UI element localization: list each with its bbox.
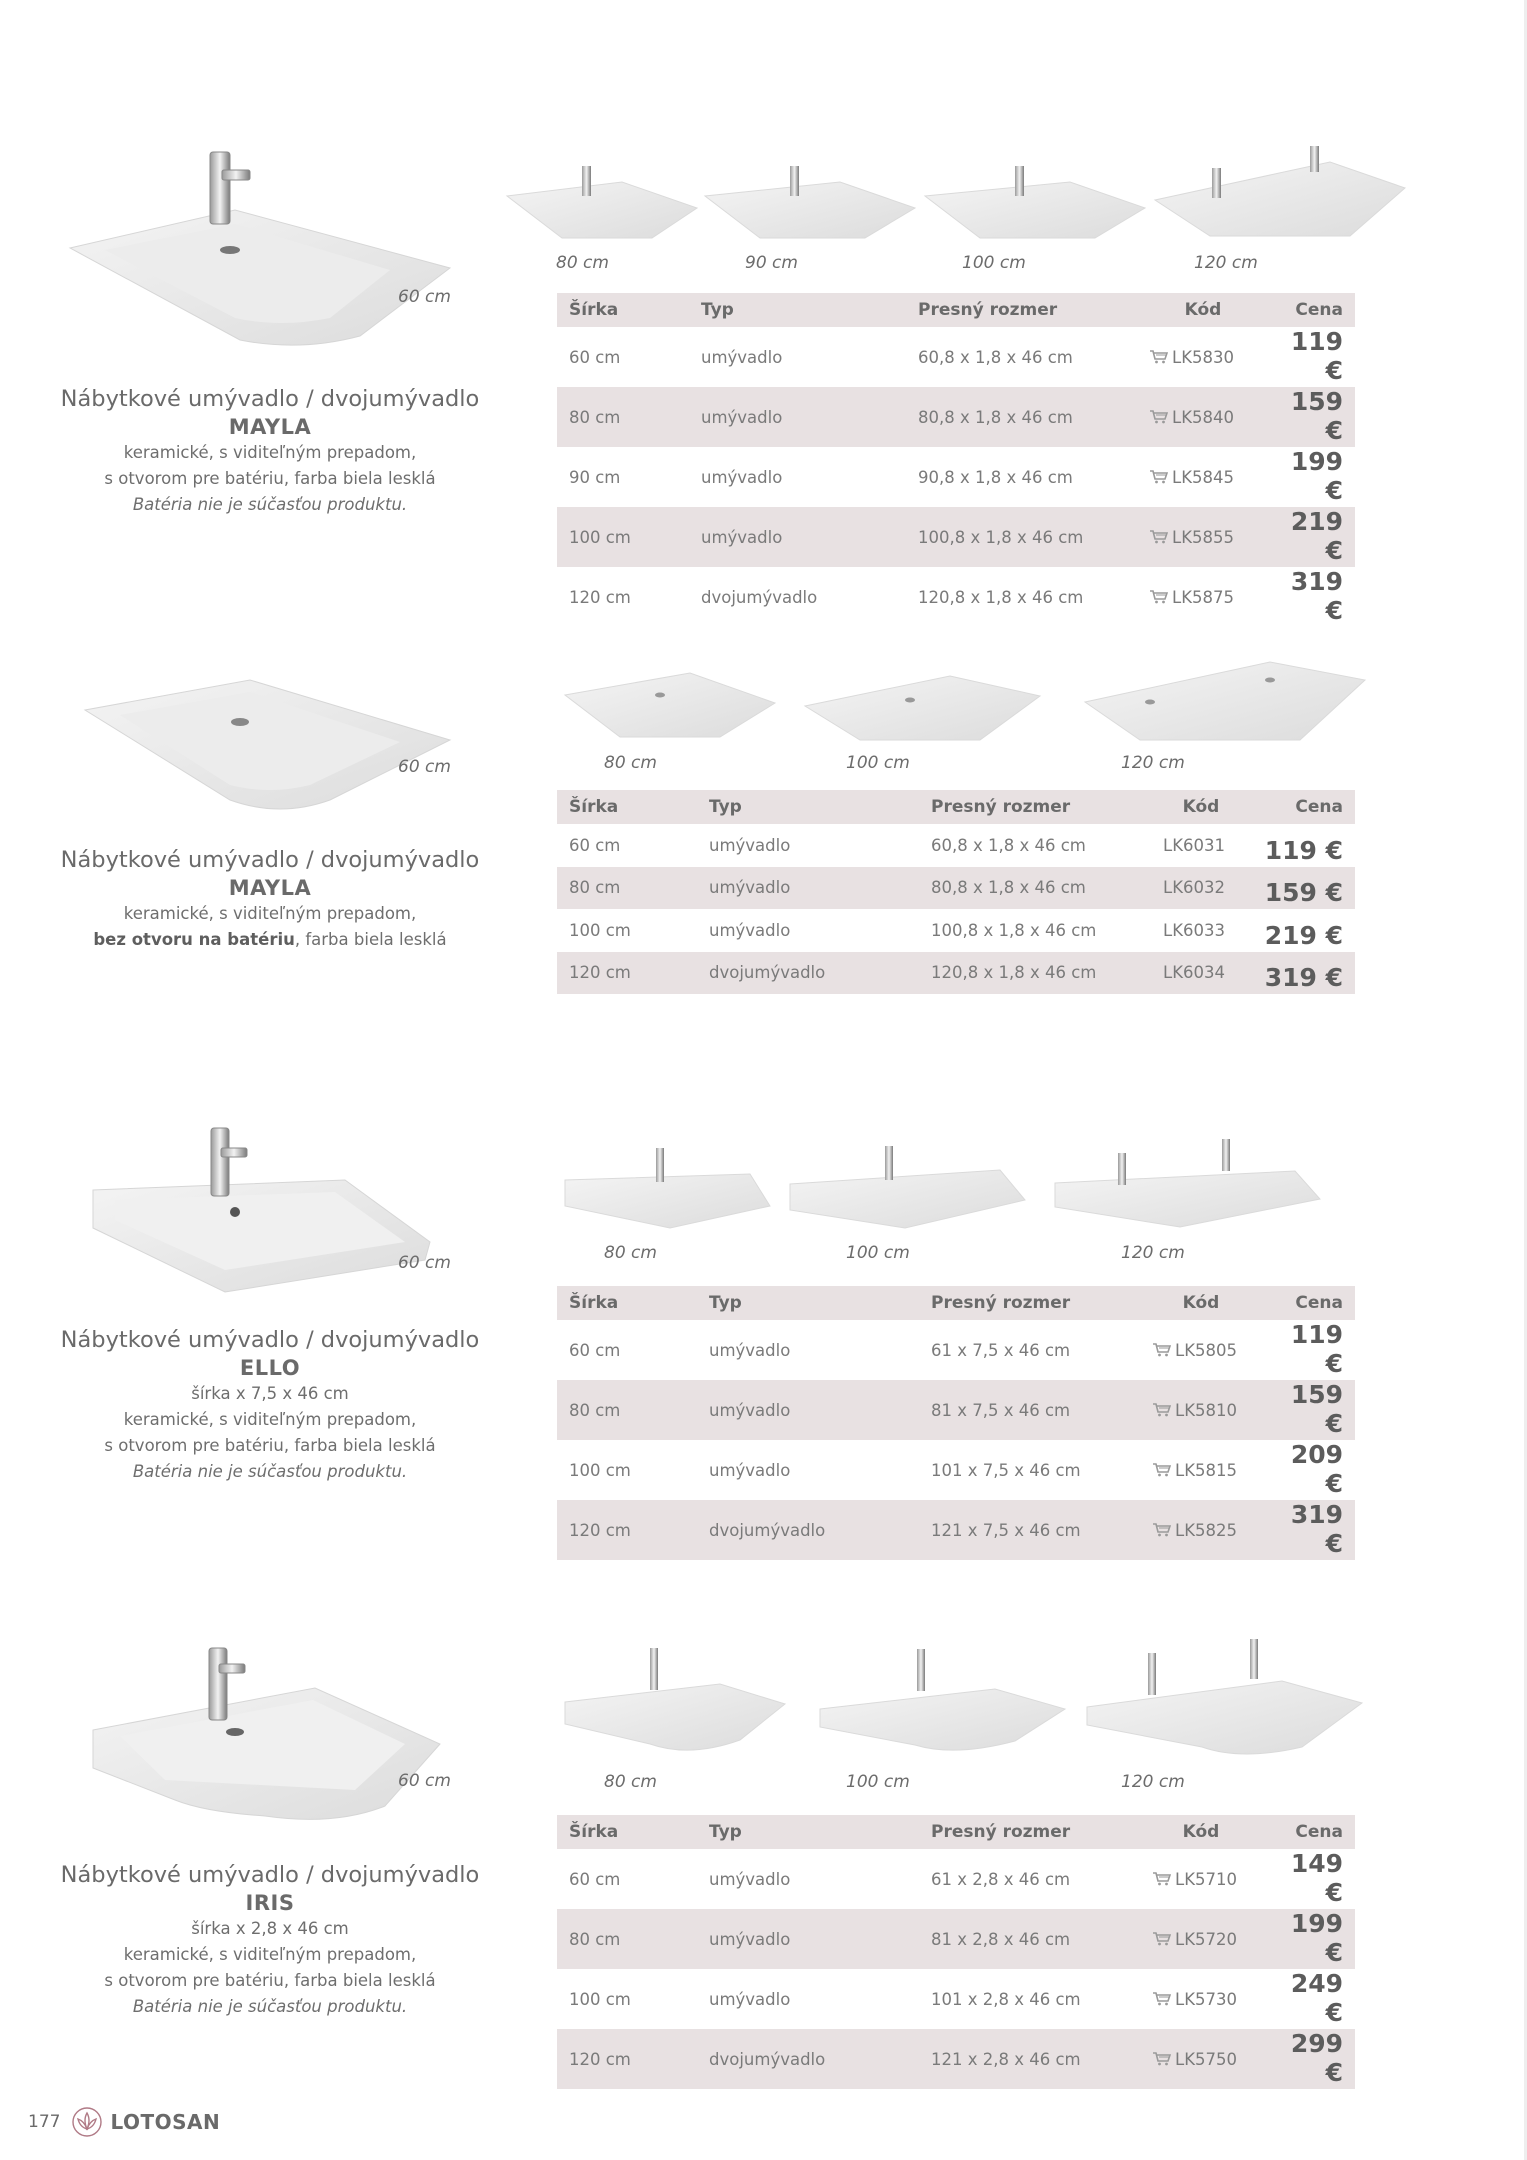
- col-header-code: Kód: [1141, 1286, 1261, 1320]
- table-row: [557, 387, 1355, 447]
- col-header-size: Presný rozmer: [919, 1286, 1141, 1320]
- cell-width: 60 cm: [569, 1340, 621, 1360]
- cell-size: 120,8 x 1,8 x 46 cm: [918, 587, 1084, 607]
- cell-price: 119 €: [1290, 327, 1343, 385]
- cart-icon[interactable]: [1150, 470, 1168, 484]
- product-desc-line: keramické, s viditeľným prepadom,: [123, 904, 417, 923]
- product-code: LK5875: [1172, 587, 1235, 607]
- col-header-price: Cena: [1268, 293, 1355, 327]
- product-code: LK5730: [1175, 1989, 1238, 2009]
- variant-sink-image: [700, 160, 920, 250]
- product-code: LK5710: [1175, 1869, 1238, 1889]
- product-code: LK5815: [1175, 1460, 1238, 1480]
- cell-width: 60 cm: [569, 1869, 621, 1889]
- product-desc-bold: bez otvoru na batériu: [93, 930, 295, 949]
- cell-size: 61 x 7,5 x 46 cm: [931, 1340, 1071, 1360]
- product-description: [40, 384, 500, 518]
- cell-size: 60,8 x 1,8 x 46 cm: [918, 347, 1073, 367]
- product-title: Nábytkové umývadlo / dvojumývadlo: [60, 847, 480, 873]
- product-name: ELLO: [239, 1356, 301, 1380]
- cell-size: 120,8 x 1,8 x 46 cm: [919, 952, 1151, 995]
- col-header-size: Presný rozmer: [906, 293, 1138, 327]
- product-name: IRIS: [245, 1891, 295, 1915]
- product-title: Nábytkové umývadlo / dvojumývadlo: [60, 386, 480, 412]
- variant-sink-image: [1050, 1135, 1325, 1235]
- table-row: [557, 952, 1355, 995]
- variant-sink-image: [1150, 140, 1410, 250]
- cell-code: LK6034: [1151, 952, 1251, 995]
- variant-sink-image: [800, 668, 1045, 748]
- page-number: 177: [28, 2112, 61, 2132]
- table-row: [557, 327, 1355, 387]
- cart-icon[interactable]: [1153, 1932, 1171, 1946]
- table-row: [557, 507, 1355, 567]
- variant-width-label: 100 cm: [846, 753, 910, 773]
- col-header-price: Cena: [1261, 1815, 1355, 1849]
- product-code: LK5805: [1175, 1340, 1238, 1360]
- variant-width-label: 100 cm: [846, 1772, 910, 1792]
- col-header-width: Šírka: [557, 790, 697, 824]
- hero-width-label: 60 cm: [398, 287, 451, 307]
- variant-width-label: 100 cm: [846, 1243, 910, 1263]
- product-code: LK5825: [1175, 1520, 1238, 1540]
- cell-type: umývadlo: [709, 835, 791, 855]
- cart-icon[interactable]: [1150, 590, 1168, 604]
- variant-width-label: 80 cm: [604, 753, 657, 773]
- lotus-logo-icon: [70, 2107, 104, 2137]
- col-header-price: Cena: [1251, 790, 1355, 824]
- cell-type: dvojumývadlo: [697, 2029, 919, 2089]
- cell-size: 81 x 7,5 x 46 cm: [919, 1380, 1141, 1440]
- product-desc-line: keramické, s viditeľným prepadom,: [123, 1410, 417, 1429]
- cell-type: umývadlo: [689, 387, 906, 447]
- variant-width-label: 90 cm: [745, 253, 798, 273]
- product-desc-line: keramické, s viditeľným prepadom,: [123, 1945, 417, 1964]
- cell-code: LK6032: [1151, 867, 1251, 910]
- cell-type: dvojumývadlo: [697, 952, 919, 995]
- cell-price: 249 €: [1290, 1969, 1343, 2027]
- table-row: [557, 824, 1355, 867]
- variant-width-label: 120 cm: [1121, 1243, 1185, 1263]
- cell-size: 101 x 2,8 x 46 cm: [931, 1989, 1081, 2009]
- variant-sink-image: [920, 160, 1150, 250]
- product-code: LK5840: [1172, 407, 1235, 427]
- table-row: [557, 1849, 1355, 1909]
- product-description: [40, 1860, 500, 2020]
- cell-width: 90 cm: [569, 467, 621, 487]
- cart-icon[interactable]: [1153, 1343, 1171, 1357]
- product-desc-line: s otvorom pre batériu, farba biela lesklá: [104, 1971, 436, 1990]
- variant-width-label: 120 cm: [1121, 1772, 1185, 1792]
- cell-width: 100 cm: [569, 920, 631, 940]
- cell-code: [1141, 2029, 1261, 2089]
- variant-sink-image: [785, 1140, 1030, 1235]
- product-code: LK5750: [1175, 2049, 1238, 2069]
- product-desc-line: keramické, s viditeľným prepadom,: [123, 443, 417, 462]
- cell-code: [1141, 1909, 1261, 1969]
- product-code: LK5855: [1172, 527, 1235, 547]
- cell-code: [1138, 567, 1268, 627]
- cell-size: 61 x 2,8 x 46 cm: [931, 1869, 1071, 1889]
- col-header-width: Šírka: [557, 293, 689, 327]
- product-code: LK5720: [1175, 1929, 1238, 1949]
- col-header-code: Kód: [1141, 1815, 1261, 1849]
- table-row: [557, 909, 1355, 952]
- cell-price: 199 €: [1290, 447, 1343, 505]
- cell-type: umývadlo: [709, 1989, 791, 2009]
- product-name: MAYLA: [228, 415, 312, 439]
- cell-type: umývadlo: [709, 920, 791, 940]
- cell-price: 119 €: [1264, 835, 1343, 865]
- product-desc-line: [40, 927, 500, 953]
- cell-size: 80,8 x 1,8 x 46 cm: [919, 867, 1151, 910]
- col-header-code: Kód: [1138, 293, 1268, 327]
- cell-width: 80 cm: [557, 1909, 697, 1969]
- product-title: Nábytkové umývadlo / dvojumývadlo: [60, 1327, 480, 1353]
- cell-type: dvojumývadlo: [701, 587, 818, 607]
- price-table: [557, 1815, 1355, 2089]
- cell-code: [1141, 1849, 1261, 1909]
- cell-width: 120 cm: [557, 1500, 697, 1560]
- cell-type: umývadlo: [709, 1869, 791, 1889]
- col-header-size: Presný rozmer: [919, 790, 1151, 824]
- cell-price: 159 €: [1268, 387, 1355, 447]
- price-table: [557, 1286, 1355, 1560]
- table-row: [557, 447, 1355, 507]
- table-row: [557, 1440, 1355, 1500]
- variant-width-label: 100 cm: [962, 253, 1026, 273]
- variant-width-label: 80 cm: [604, 1243, 657, 1263]
- cart-icon[interactable]: [1150, 530, 1168, 544]
- cell-price: 219 €: [1268, 507, 1355, 567]
- table-row: [557, 1320, 1355, 1380]
- cell-price: 319 €: [1261, 1500, 1355, 1560]
- product-title: Nábytkové umývadlo / dvojumývadlo: [60, 1862, 480, 1888]
- cart-icon[interactable]: [1153, 2052, 1171, 2066]
- cell-code: [1141, 1380, 1261, 1440]
- cell-size: 100,8 x 1,8 x 46 cm: [931, 920, 1097, 940]
- hero-sink-image: [85, 1640, 445, 1830]
- cart-icon[interactable]: [1150, 410, 1168, 424]
- cell-code: LK6031: [1163, 835, 1226, 855]
- col-header-type: Typ: [697, 1286, 919, 1320]
- cell-code: [1138, 447, 1268, 507]
- cell-price: 319 €: [1290, 567, 1343, 625]
- cell-width: 100 cm: [557, 507, 689, 567]
- page-footer: [28, 2102, 220, 2142]
- cell-code: [1141, 1440, 1261, 1500]
- product-code: LK5810: [1175, 1400, 1238, 1420]
- variant-width-label: 120 cm: [1121, 753, 1185, 773]
- product-code: LK5845: [1172, 467, 1235, 487]
- cell-code: [1138, 387, 1268, 447]
- cell-width: 120 cm: [569, 587, 631, 607]
- table-row: [557, 1969, 1355, 2029]
- variant-width-label: 120 cm: [1194, 253, 1258, 273]
- cell-type: umývadlo: [697, 1380, 919, 1440]
- cell-price: 159 €: [1251, 867, 1355, 910]
- cell-price: 209 €: [1290, 1440, 1343, 1498]
- cell-width: 120 cm: [557, 952, 697, 995]
- product-description: [40, 845, 500, 953]
- cart-icon[interactable]: [1153, 1872, 1171, 1886]
- cell-type: umývadlo: [697, 1909, 919, 1969]
- product-dims: šírka x 7,5 x 46 cm: [191, 1384, 349, 1403]
- hero-width-label: 60 cm: [398, 757, 451, 777]
- variant-sink-image: [815, 1645, 1070, 1765]
- cell-size: 101 x 7,5 x 46 cm: [931, 1460, 1081, 1480]
- cell-price: 299 €: [1261, 2029, 1355, 2089]
- cart-icon[interactable]: [1153, 1463, 1171, 1477]
- cell-type: umývadlo: [701, 347, 783, 367]
- cell-code: [1141, 1500, 1261, 1560]
- cart-icon[interactable]: [1153, 1403, 1171, 1417]
- product-note: Batéria nie je súčasťou produktu.: [132, 495, 408, 514]
- cell-type: umývadlo: [697, 867, 919, 910]
- col-header-type: Typ: [689, 293, 906, 327]
- cell-size: 60,8 x 1,8 x 46 cm: [931, 835, 1086, 855]
- variant-width-label: 80 cm: [604, 1772, 657, 1792]
- cell-size: 121 x 7,5 x 46 cm: [919, 1500, 1141, 1560]
- cart-icon[interactable]: [1153, 1992, 1171, 2006]
- product-dims: šírka x 2,8 x 46 cm: [191, 1919, 349, 1938]
- cart-icon[interactable]: [1153, 1523, 1171, 1537]
- cell-code: [1141, 1969, 1261, 2029]
- col-header-size: Presný rozmer: [919, 1815, 1141, 1849]
- cell-price: 199 €: [1261, 1909, 1355, 1969]
- col-header-price: Cena: [1261, 1286, 1355, 1320]
- product-name: MAYLA: [228, 876, 312, 900]
- cell-type: dvojumývadlo: [697, 1500, 919, 1560]
- hero-sink-image: [60, 140, 460, 360]
- variant-sink-image: [502, 160, 702, 250]
- table-row: [557, 1500, 1355, 1560]
- cart-icon[interactable]: [1150, 350, 1168, 364]
- cell-width: 100 cm: [569, 1989, 631, 2009]
- cell-type: umývadlo: [701, 467, 783, 487]
- col-header-type: Typ: [697, 790, 919, 824]
- hero-sink-image: [85, 1120, 435, 1300]
- cell-size: 100,8 x 1,8 x 46 cm: [906, 507, 1138, 567]
- brand-name: LOTOSAN: [110, 2110, 221, 2134]
- hero-sink-image: [80, 670, 460, 820]
- table-row: [557, 867, 1355, 910]
- product-note: Batéria nie je súčasťou produktu.: [132, 1997, 408, 2016]
- cell-type: umývadlo: [709, 1460, 791, 1480]
- cell-price: 159 €: [1261, 1380, 1355, 1440]
- table-row: [557, 2029, 1355, 2089]
- price-table: [557, 790, 1355, 994]
- cell-width: 60 cm: [569, 835, 621, 855]
- cell-type: umývadlo: [689, 507, 906, 567]
- cell-size: 81 x 2,8 x 46 cm: [919, 1909, 1141, 1969]
- cell-size: 90,8 x 1,8 x 46 cm: [918, 467, 1073, 487]
- cell-width: 80 cm: [557, 867, 697, 910]
- variant-sink-image: [1080, 652, 1370, 752]
- cell-size: 121 x 2,8 x 46 cm: [919, 2029, 1141, 2089]
- cell-price: 219 €: [1264, 920, 1343, 950]
- variant-sink-image: [560, 1140, 775, 1235]
- product-note: Batéria nie je súčasťou produktu.: [132, 1462, 408, 1481]
- col-header-width: Šírka: [557, 1815, 697, 1849]
- variant-sink-image: [560, 1640, 790, 1765]
- hero-width-label: 60 cm: [398, 1253, 451, 1273]
- cell-width: 120 cm: [557, 2029, 697, 2089]
- price-table: [557, 293, 1355, 627]
- cell-code: [1141, 1320, 1261, 1380]
- table-row: [557, 1380, 1355, 1440]
- hero-width-label: 60 cm: [398, 1771, 451, 1791]
- variant-sink-image: [1082, 1635, 1367, 1765]
- cell-code: LK6033: [1163, 920, 1226, 940]
- product-description: [40, 1325, 500, 1485]
- cell-price: 149 €: [1290, 1849, 1343, 1907]
- variant-width-label: 80 cm: [556, 253, 609, 273]
- table-row: [557, 567, 1355, 627]
- cell-width: 80 cm: [557, 387, 689, 447]
- col-header-type: Typ: [697, 1815, 919, 1849]
- product-desc-rest: , farba biela lesklá: [294, 930, 447, 949]
- cell-size: 80,8 x 1,8 x 46 cm: [906, 387, 1138, 447]
- cell-price: 119 €: [1290, 1320, 1343, 1378]
- col-header-code: Kód: [1151, 790, 1251, 824]
- product-code: LK5830: [1172, 347, 1235, 367]
- cell-code: [1138, 327, 1268, 387]
- product-desc-line: s otvorom pre batériu, farba biela lesklá: [104, 1436, 436, 1455]
- cell-price: 319 €: [1251, 952, 1355, 995]
- cell-width: 100 cm: [569, 1460, 631, 1480]
- col-header-width: Šírka: [557, 1286, 697, 1320]
- variant-sink-image: [560, 665, 780, 745]
- cell-width: 60 cm: [569, 347, 621, 367]
- cell-width: 80 cm: [557, 1380, 697, 1440]
- cell-type: umývadlo: [709, 1340, 791, 1360]
- table-row: [557, 1909, 1355, 1969]
- product-desc-line: s otvorom pre batériu, farba biela lesklá: [104, 469, 436, 488]
- cell-code: [1138, 507, 1268, 567]
